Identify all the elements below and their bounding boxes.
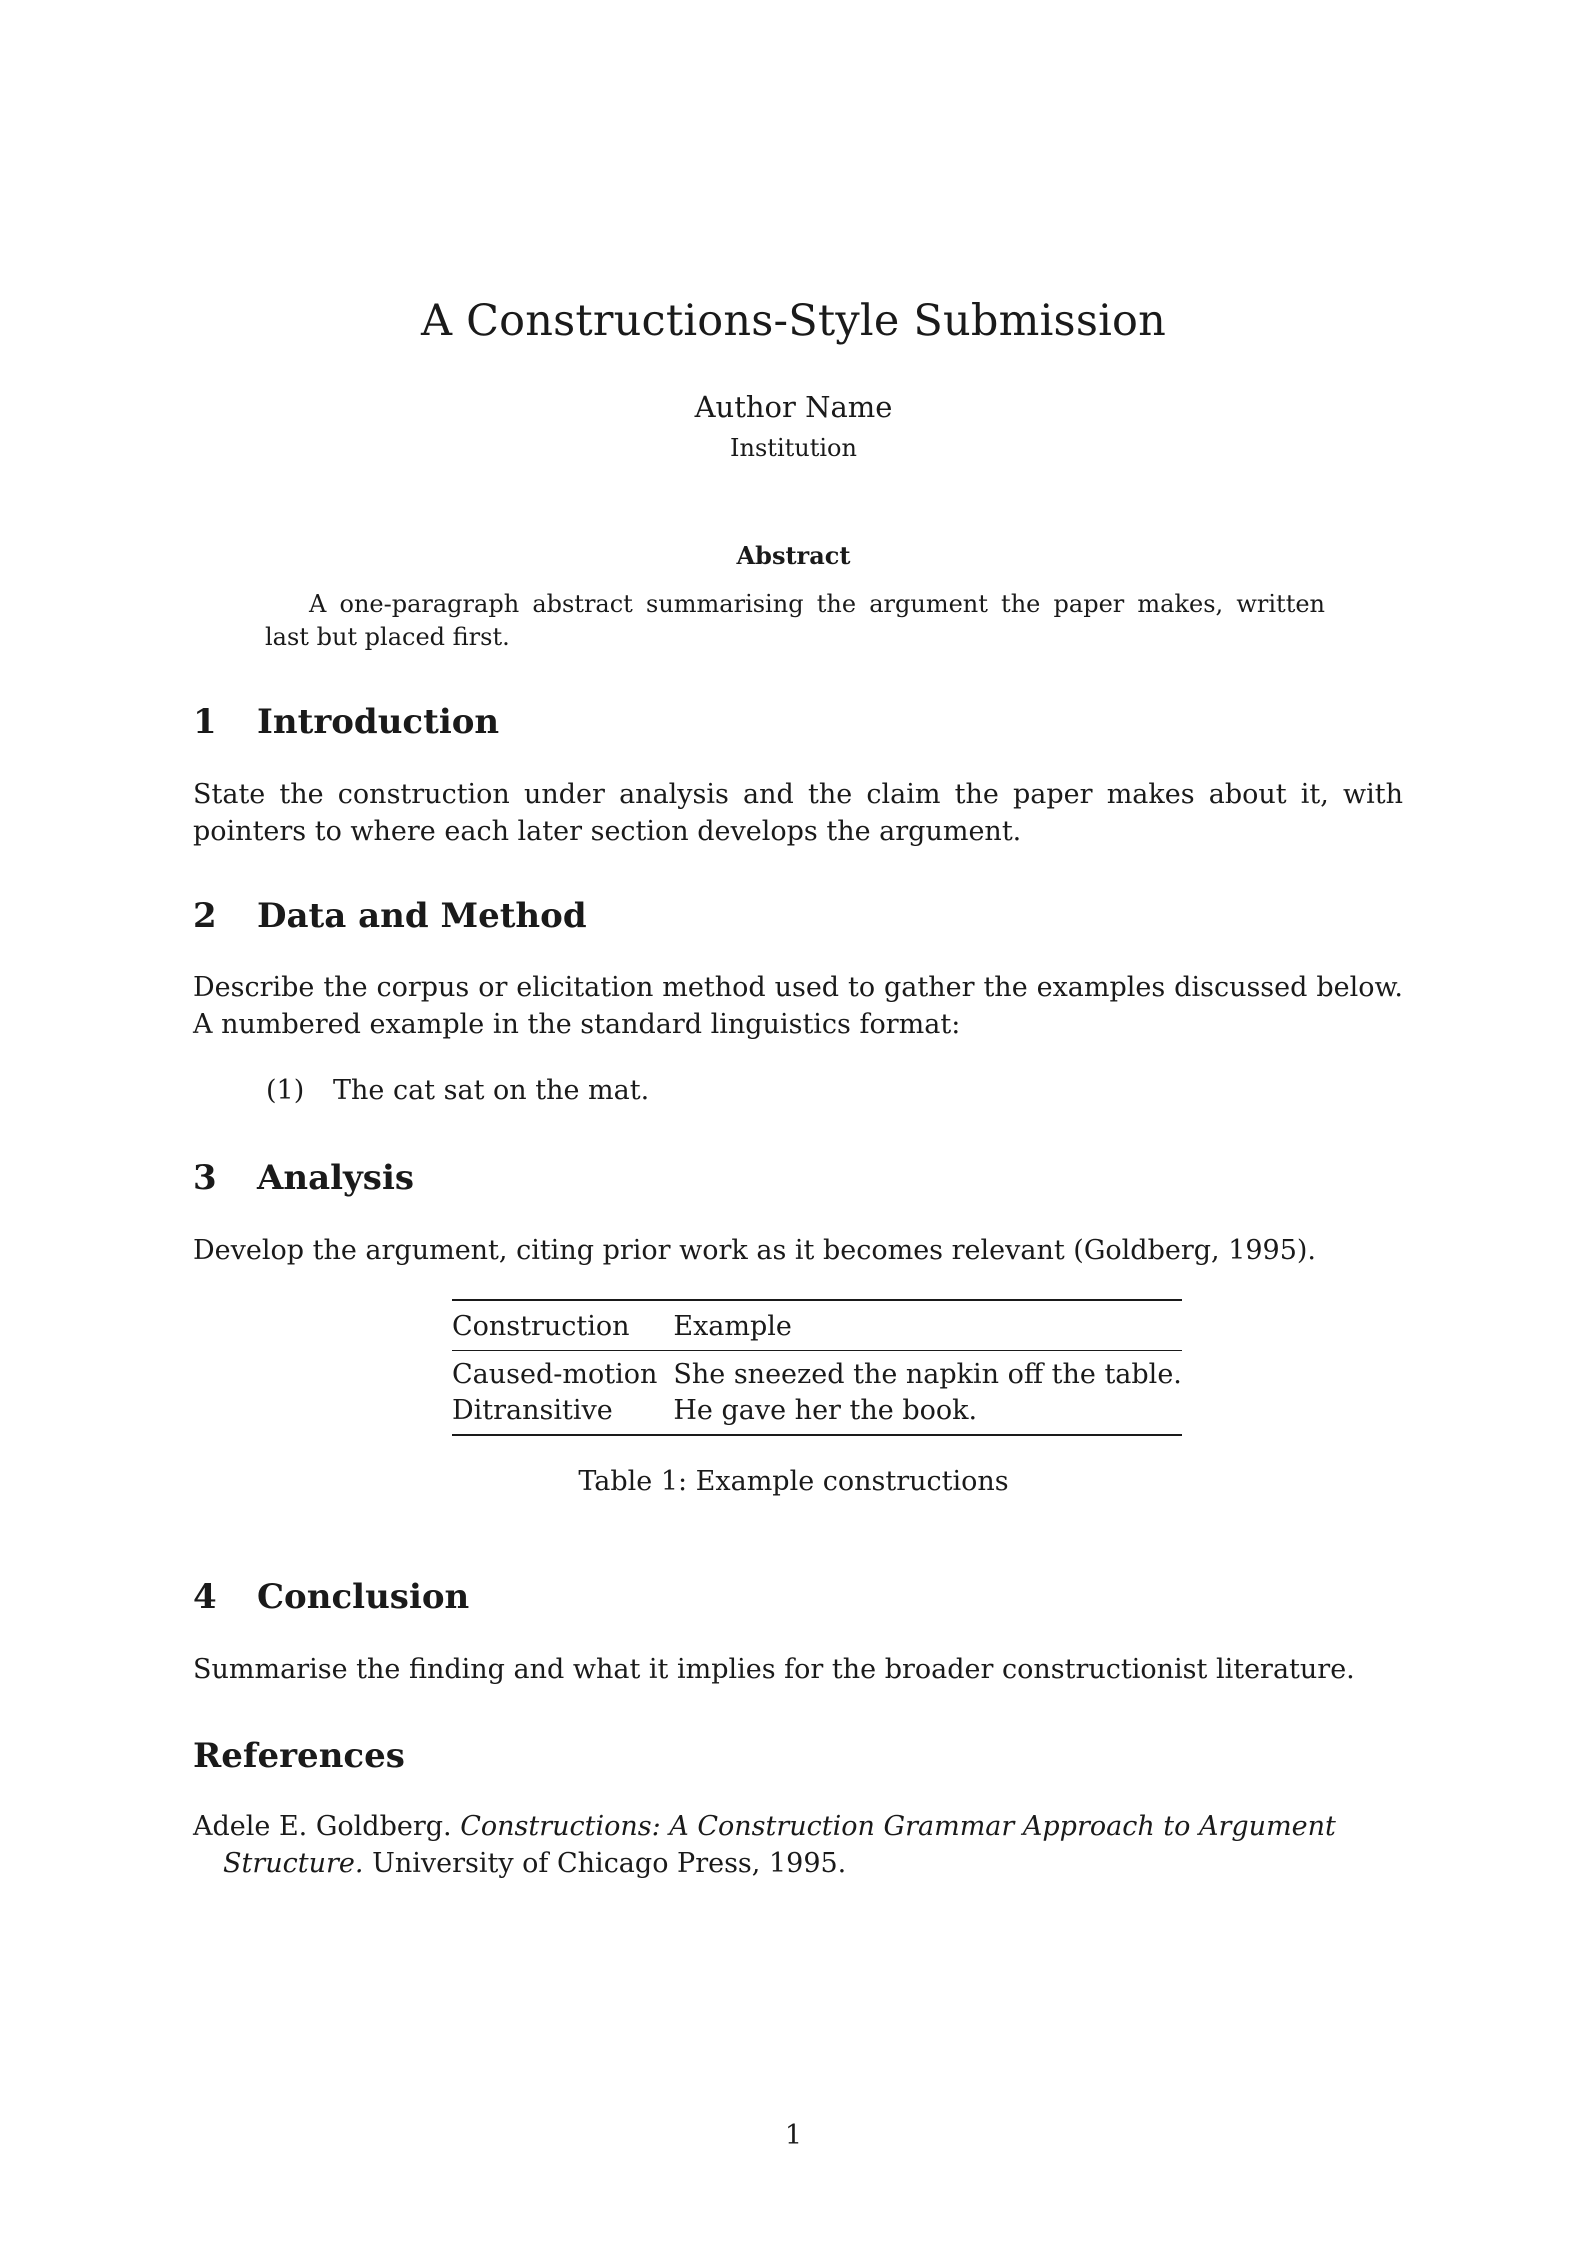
section-text-conclusion: Summarise the finding and what it implies for the broader constructionist literature.	[193, 1654, 1355, 1685]
example-text: The cat sat on the mat.	[333, 1075, 650, 1106]
section-title: Analysis	[257, 1158, 415, 1198]
section-number: 2	[193, 896, 217, 936]
paper-title: A Constructions-Style Submission	[420, 296, 1167, 346]
section-heading-conclusion	[193, 1577, 469, 1617]
section-title: Conclusion	[257, 1577, 470, 1617]
references-heading: References	[193, 1736, 405, 1776]
abstract-heading: Abstract	[736, 541, 851, 570]
table-cell: She sneezed the napkin off the table.	[673, 1358, 1182, 1390]
author-name: Author Name	[694, 390, 893, 424]
section-title: Data and Method	[257, 896, 587, 936]
section-heading-data-and-method	[193, 896, 587, 936]
numbered-example	[266, 1075, 649, 1106]
table-header-row	[452, 1300, 1182, 1351]
table-header-cell: Construction	[452, 1300, 673, 1351]
reference-title: Constructions: A Construction Grammar Approach to Argument Structure.	[223, 1811, 1336, 1879]
table-caption: Table 1: Example constructions	[578, 1466, 1009, 1497]
table-row	[452, 1351, 1182, 1393]
table-cell: Caused-motion	[452, 1358, 658, 1390]
table-cell: Ditransitive	[452, 1394, 613, 1426]
section-title: Introduction	[257, 702, 500, 742]
section-text-data-and-method: Describe the corpus or elicitation method used to gather the examples discussed below. A numbered example in the standard linguistics format:	[193, 972, 1403, 1040]
table-header-cell: Example	[673, 1300, 1182, 1351]
section-number: 1	[193, 702, 217, 742]
section-text-analysis: Develop the argument, citing prior work as it becomes relevant (Goldberg, 1995).	[193, 1235, 1317, 1266]
abstract-text: A one-paragraph abstract summarising the argument the paper makes, written last but placed first.	[265, 590, 1325, 651]
reference-publisher: University of Chicago Press, 1995.	[372, 1848, 847, 1879]
reference-item	[193, 1808, 1403, 1882]
example-number: (1)	[266, 1075, 305, 1106]
section-number: 3	[193, 1158, 217, 1198]
page-number: 1	[784, 2120, 803, 2151]
section-heading-analysis	[193, 1158, 414, 1198]
section-text-introduction: State the construction under analysis and the claim the paper makes about it, with pointers to where each later section develops the argument.	[193, 779, 1403, 847]
author-institution: Institution	[730, 434, 857, 462]
section-heading-introduction	[193, 702, 499, 742]
example-constructions-table	[452, 1299, 1182, 1436]
section-number: 4	[193, 1577, 217, 1617]
table-row	[452, 1392, 1182, 1435]
table-cell: He gave her the book.	[673, 1394, 978, 1426]
reference-authors: Adele E. Goldberg.	[193, 1811, 452, 1842]
